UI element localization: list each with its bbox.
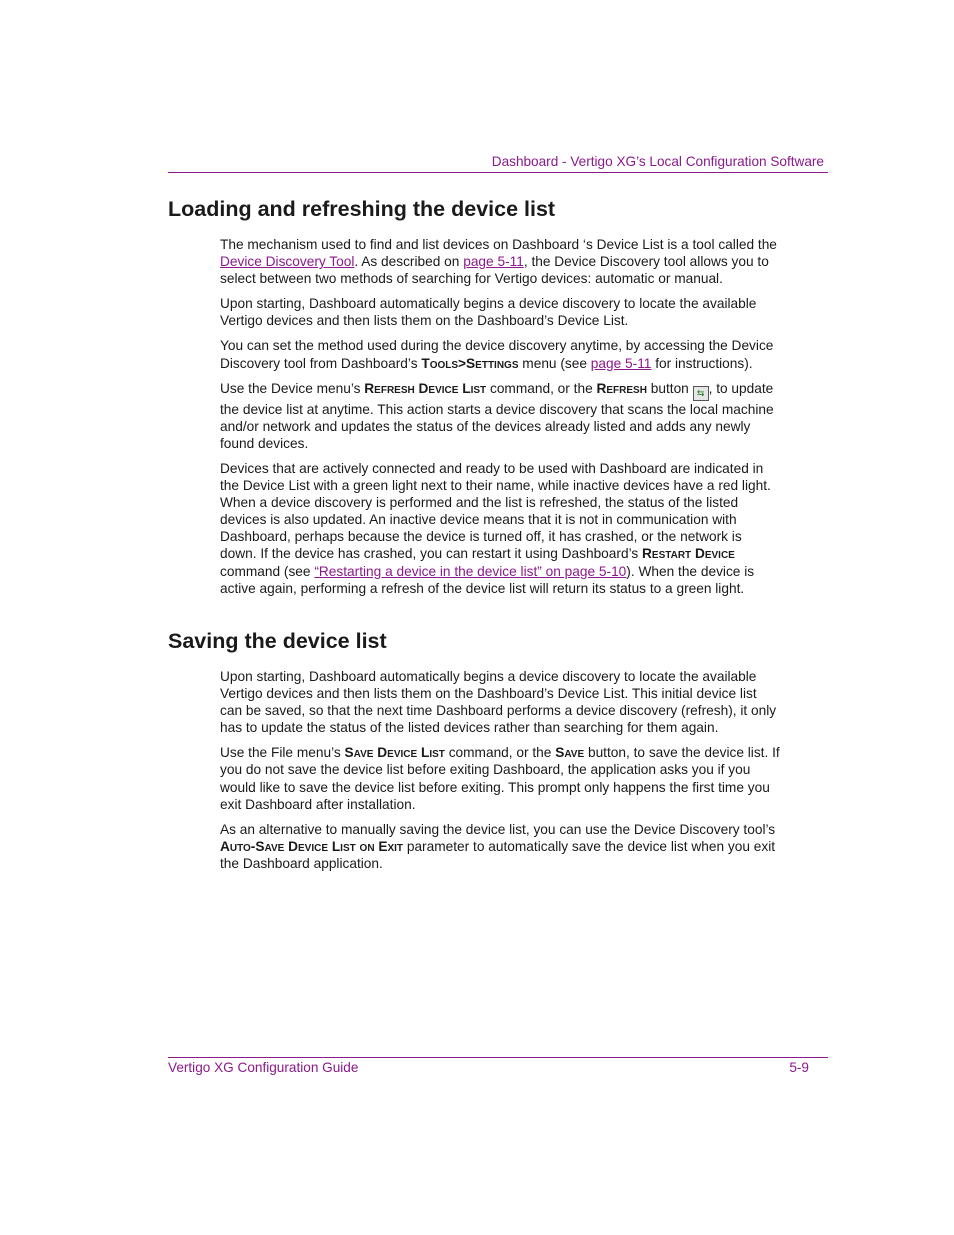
paragraph: Use the File menu’s Save Device List command, or the Save button, to save the device list. If you do not save the device list before exiting Dashboard, the application asks you if you would like to save the device list before exiting. This prompt only happens the first time you exit Dashboard after installation. — [220, 745, 780, 812]
device-discovery-tool-link[interactable]: Device Discovery Tool — [220, 254, 355, 270]
paragraph: Upon starting, Dashboard automatically begins a device discovery to locate the available Vertigo devices and then lists them on the Dashboard’s Device List. — [220, 296, 757, 329]
footer-guide-title: Vertigo XG Configuration Guide — [168, 1060, 359, 1075]
section-saving-body — [220, 668, 780, 880]
section-heading-saving: Saving the device list — [168, 629, 387, 653]
page-5-11-link[interactable]: page 5-11 — [463, 254, 524, 270]
running-header: Dashboard - Vertigo XG’s Local Configuration Software — [491, 154, 824, 169]
menu-command: Save Device List — [344, 745, 445, 761]
button-name: Refresh — [596, 380, 647, 396]
section-loading-body — [220, 236, 780, 605]
menu-command: Restart Device — [642, 546, 735, 562]
paragraph: Use the Device menu’s Refresh Device List command, or the Refresh button ⇆ , to update the device list at anytime. This action starts a device discovery that scans the local machine and/or network and updates the status of the devices already listed and adds any newly found devices. — [220, 380, 774, 451]
header-rule — [168, 172, 828, 173]
restarting-device-link[interactable]: “Restarting a device in the device list” on page 5-10 — [314, 563, 627, 579]
page-5-11-link[interactable]: page 5-11 — [590, 355, 652, 371]
menu-command: Tools>Settings — [421, 355, 519, 371]
menu-command: Refresh Device List — [364, 380, 487, 396]
paragraph: Devices that are actively connected and ready to be used with Dashboard are indicated in the Device List with a green light next to their name, while inactive devices have a red light. When a device discovery is performed and the list is refreshed, the status of the listed devices is also updated. An inactive device means that it is not in communication with Dashboard, perhaps because the device is turned off, it has crashed, or the network is down. If the device has crashed, you can restart it using Dashboard’s Restart Device command (see “Restarting a device in the device list” on page 5-10). When the device is active again, performing a refresh of the device list will return its status to a green light. — [220, 460, 771, 596]
paragraph: The mechanism used to find and list devices on Dashboard ‘s Device List is a tool called the Device Discovery Tool. As described on page 5-11, the Device Discovery tool allows you to select between two methods of searching for Vertigo devices: automatic or manual. — [220, 237, 777, 287]
section-heading-loading: Loading and refreshing the device list — [168, 197, 556, 221]
footer-rule — [168, 1057, 828, 1058]
refresh-icon: ⇆ — [693, 386, 709, 401]
paragraph: You can set the method used during the device discovery anytime, by accessing the Device Discovery tool from Dashboard’s Tools>Settings menu (see page 5-11 for instructions). — [220, 338, 774, 371]
parameter-name: Auto-Save Device List on Exit — [220, 838, 404, 854]
paragraph: As an alternative to manually saving the device list, you can use the Device Discovery tool’s Auto-Save Device List on Exit parameter to automatically save the device list when you exit the Dashboard application. — [220, 821, 776, 871]
page-number: 5-9 — [789, 1060, 809, 1075]
paragraph: Upon starting, Dashboard automatically begins a device discovery to locate the available Vertigo devices and then lists them on the Dashboard’s Device List. This initial device list can be saved, so that the next time Dashboard performs a device discovery (refresh), it only has to update the status of the listed devices rather than searching for them again. — [220, 669, 777, 736]
button-name: Save — [555, 745, 585, 761]
